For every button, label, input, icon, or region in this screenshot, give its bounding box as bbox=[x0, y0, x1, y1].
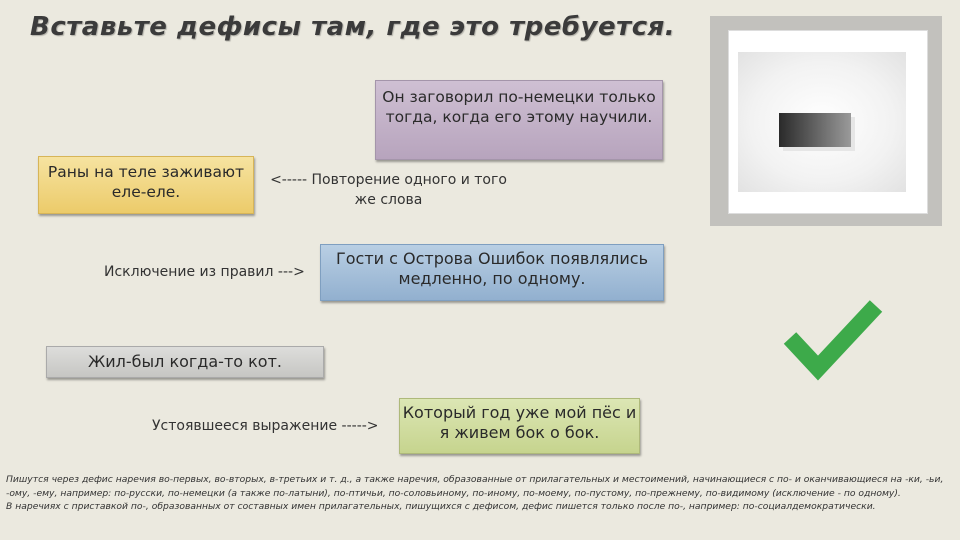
rule-footnote bbox=[6, 473, 954, 514]
note-exception: Исключение из правил ---> bbox=[104, 264, 305, 280]
rule-paragraph-2: В наречиях с приставкой по-, образованных от составных имен прилагательных, пишущихся с дефисом, дефис пишется только после по-, например: по-социалдемократически. bbox=[6, 501, 876, 512]
minus-sign-icon bbox=[779, 113, 851, 147]
note-expression: Устоявшееся выражение -----> bbox=[152, 418, 379, 434]
note-repetition bbox=[266, 170, 511, 210]
sentence-box-purple: Он заговорил по-немецки только тогда, когда его этому научили. bbox=[375, 80, 663, 160]
sentence-box-blue: Гости с Острова Ошибок появлялись медленно, по одному. bbox=[320, 244, 664, 301]
note-repetition-line2: же слова bbox=[354, 192, 423, 208]
minus-sign-thumbnail bbox=[710, 16, 942, 226]
sentence-box-yellow: Раны на теле заживают еле-еле. bbox=[38, 156, 254, 214]
sentence-box-gray: Жил-был когда-то кот. bbox=[46, 346, 324, 378]
note-repetition-line1: <----- Повторение одного и того bbox=[270, 172, 507, 188]
rule-paragraph-1: Пишутся через дефис наречия во-первых, во-вторых, в-третьих и т. д., а также наречия, образованные от прилагательных и местоимений, начинающиеся с по- и оканчивающиеся на -ки, -ьи, -ому, -ему, например: по-русски, по-немецки (а также по-латыни), по-птичьи, по-соловьиному, по-иному, по-моему, по-пустому, по-прежнему, по-видимому (исключение - по одному). bbox=[6, 474, 944, 499]
sentence-box-green: Который год уже мой пёс и я живем бок о бок. bbox=[399, 398, 640, 454]
page-title: Вставьте дефисы там, где это требуется. bbox=[30, 12, 676, 42]
green-checkmark-icon bbox=[780, 298, 884, 382]
thumbnail-frame bbox=[728, 30, 928, 214]
